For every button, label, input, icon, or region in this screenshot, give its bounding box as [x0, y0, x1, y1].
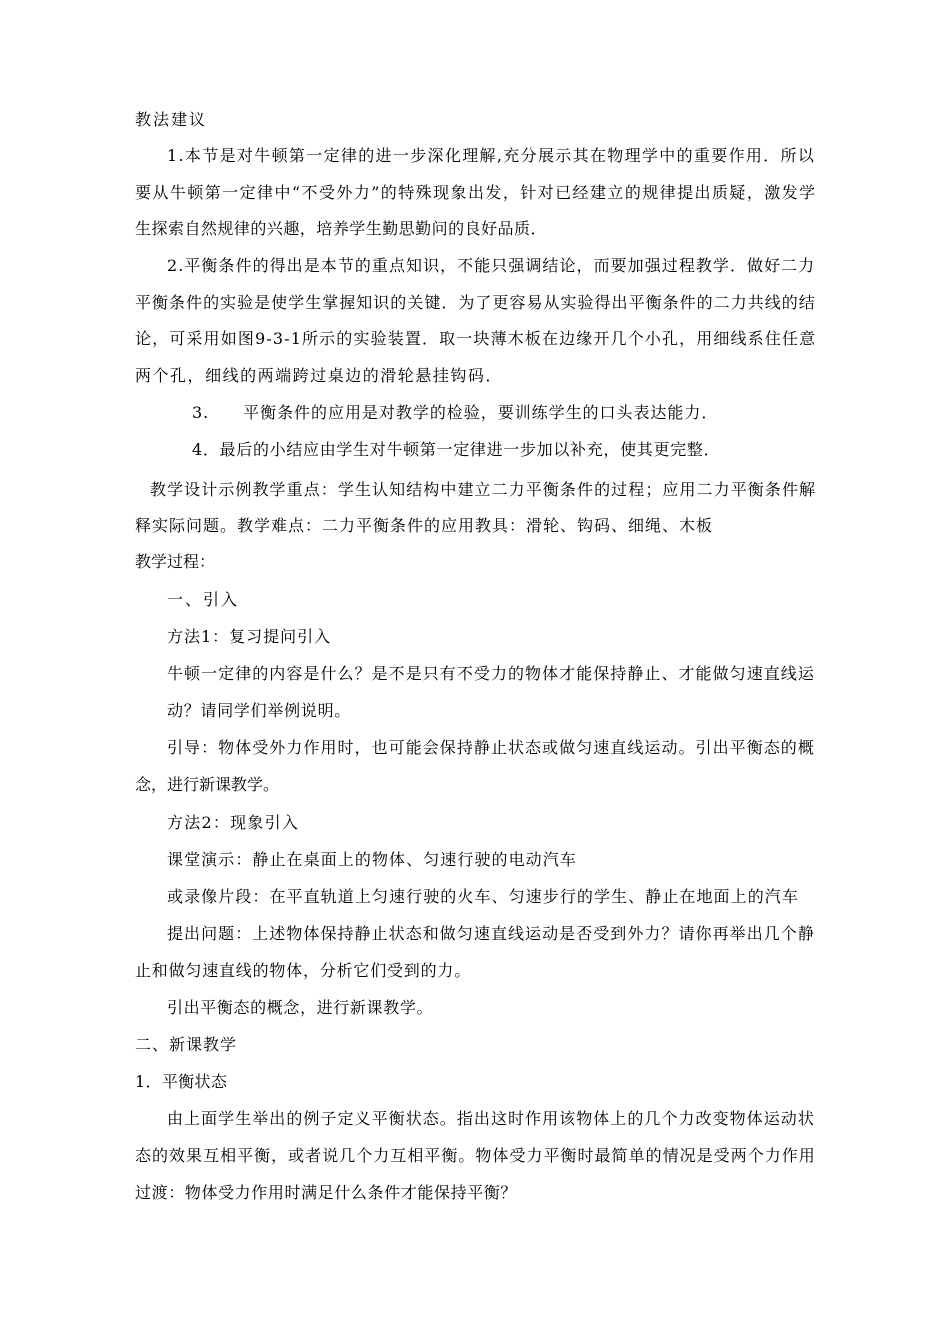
- paragraph-line: 动？请同学们举例说明。: [167, 701, 352, 720]
- section-heading-introduction: 一、引入: [167, 590, 240, 609]
- paragraph-line: 过渡：物体受力作用时满足什么条件才能保持平衡？: [135, 1183, 518, 1202]
- method-heading: 方法2：现象引入: [167, 813, 300, 832]
- paragraph-line: 引出平衡态的概念，进行新课教学。: [167, 998, 434, 1017]
- paragraph-line: 课堂演示：静止在桌面上的物体、匀速行驶的电动汽车: [167, 850, 577, 869]
- paragraph-line: 念，进行新课教学。: [135, 775, 280, 794]
- paragraph-line: 4．最后的小结应由学生对牛顿第一定律进一步加以补充，使其更完整．: [192, 440, 721, 459]
- paragraph-line: 平衡条件的实验是使学生掌握知识的关键．为了更容易从实验得出平衡条件的二力共线的结: [135, 293, 816, 312]
- method-heading: 方法1：复习提问引入: [167, 627, 332, 646]
- section-heading-new-lesson: 二、新课教学: [135, 1035, 238, 1054]
- subsection-heading-balance-state: 1．平衡状态: [135, 1072, 228, 1091]
- section-heading-teaching-suggestions: 教法建议: [135, 110, 208, 129]
- paragraph-line: 论，可采用如图9-3-1所示的实验装置．取一块薄木板在边缘开几个小孔，用细线系住任意: [135, 329, 817, 348]
- paragraph-line: 提出问题：上述物体保持静止状态和做匀速直线运动是否受到外力？请你再举出几个静: [167, 924, 815, 943]
- paragraph-line: 态的效果互相平衡，或者说几个力互相平衡。物体受力平衡时最简单的情况是受两个力作用: [135, 1146, 816, 1165]
- paragraph-line: 牛顿一定律的内容是什么？是不是只有不受力的物体才能保持静止、才能做匀速直线运: [167, 664, 815, 683]
- paragraph-line: 教学设计示例教学重点：学生认知结构中建立二力平衡条件的过程；应用二力平衡条件解: [150, 480, 817, 499]
- paragraph-line: 止和做匀速直线的物体，分析它们受到的力。: [135, 961, 472, 980]
- paragraph-line: 或录像片段：在平直轨道上匀速行驶的火车、匀速步行的学生、静止在地面上的汽车: [167, 887, 799, 906]
- paragraph-line: 要从牛顿第一定律中“不受外力”的特殊现象出发，针对已经建立的规律提出质疑，激发学: [135, 183, 817, 202]
- paragraph-line: 引导：物体受外力作用时，也可能会保持静止状态或做匀速直线运动。引出平衡态的概: [167, 738, 815, 757]
- paragraph-line: 两个孔，细线的两端跨过桌边的滑轮悬挂钩码．: [135, 366, 503, 385]
- paragraph-line: 生探索自然规律的兴趣，培养学生勤思勤问的良好品质．: [135, 219, 548, 238]
- paragraph-line: 2.平衡条件的得出是本节的重点知识，不能只强调结论，而要加强过程教学．做好二力: [167, 256, 816, 275]
- section-heading-teaching-process: 教学过程：: [135, 552, 216, 571]
- paragraph-line: 1.本节是对牛顿第一定律的进一步深化理解,充分展示其在物理学中的重要作用．所以: [167, 146, 816, 165]
- paragraph-line: 释实际问题。教学难点：二力平衡条件的应用教具：滑轮、钩码、细绳、木板: [135, 516, 714, 535]
- paragraph-line: 3. 平衡条件的应用是对教学的检验，要训练学生的口头表达能力．: [192, 403, 719, 422]
- paragraph-line: 由上面学生举出的例子定义平衡状态。指出这时作用该物体上的几个力改变物体运动状: [167, 1109, 815, 1128]
